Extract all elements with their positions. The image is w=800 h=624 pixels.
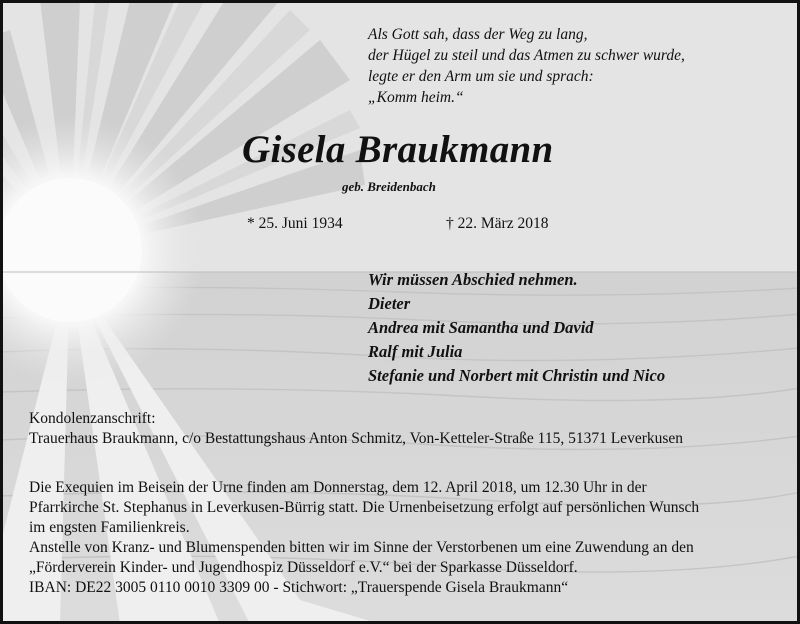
details-line: „Förderverein Kinder- und Jugendhospiz Düsseldorf e.V.“ bei der Sparkasse Düsseldorf. <box>29 559 578 576</box>
details-line: Pfarrkirche St. Stephanus in Leverkusen-Bürrig statt. Die Urnenbeisetzung erfolgt auf persönlichen Wunsch <box>29 499 700 516</box>
mourner-line: Dieter <box>368 294 411 313</box>
service-details <box>29 478 699 598</box>
poem-line: Als Gott sah, dass der Weg zu lang, <box>368 26 588 43</box>
mourners-list <box>368 268 665 388</box>
details-line: Anstelle von Kranz- und Blumenspenden bitten wir im Sinne der Verstorbenen um eine Zuwendung an den <box>29 539 694 556</box>
condolence-address: Trauerhaus Braukmann, c/o Bestattungshaus Anton Schmitz, Von-Ketteler-Straße 115, 51371 Leverkusen <box>29 430 684 447</box>
poem <box>368 24 685 108</box>
birth-date: * 25. Juni 1934 <box>247 215 343 232</box>
condolence-address-block <box>29 409 683 449</box>
mourner-line: Ralf mit Julia <box>368 342 463 361</box>
condolence-label: Kondolenzanschrift: <box>29 410 156 427</box>
maiden-name: geb. Breidenbach <box>342 179 436 194</box>
poem-line: legte er den Arm um sie und sprach: <box>368 68 594 85</box>
details-line: IBAN: DE22 3005 0110 0010 3309 00 - Stichwort: „Trauerspende Gisela Braukmann“ <box>29 579 569 596</box>
deceased-name: Gisela Braukmann <box>242 128 554 171</box>
mourner-line: Stefanie und Norbert mit Christin und Nico <box>368 366 666 385</box>
details-line: im engsten Familienkreis. <box>29 519 190 536</box>
mourner-line: Wir müssen Abschied nehmen. <box>368 270 578 289</box>
poem-line: „Komm heim.“ <box>368 89 464 106</box>
mourner-line: Andrea mit Samantha und David <box>368 318 594 337</box>
death-date: † 22. März 2018 <box>446 215 549 232</box>
poem-line: der Hügel zu steil und das Atmen zu schwer wurde, <box>368 47 685 64</box>
details-line: Die Exequien im Beisein der Urne finden am Donnerstag, dem 12. April 2018, um 12.30 Uhr in der <box>29 479 647 496</box>
